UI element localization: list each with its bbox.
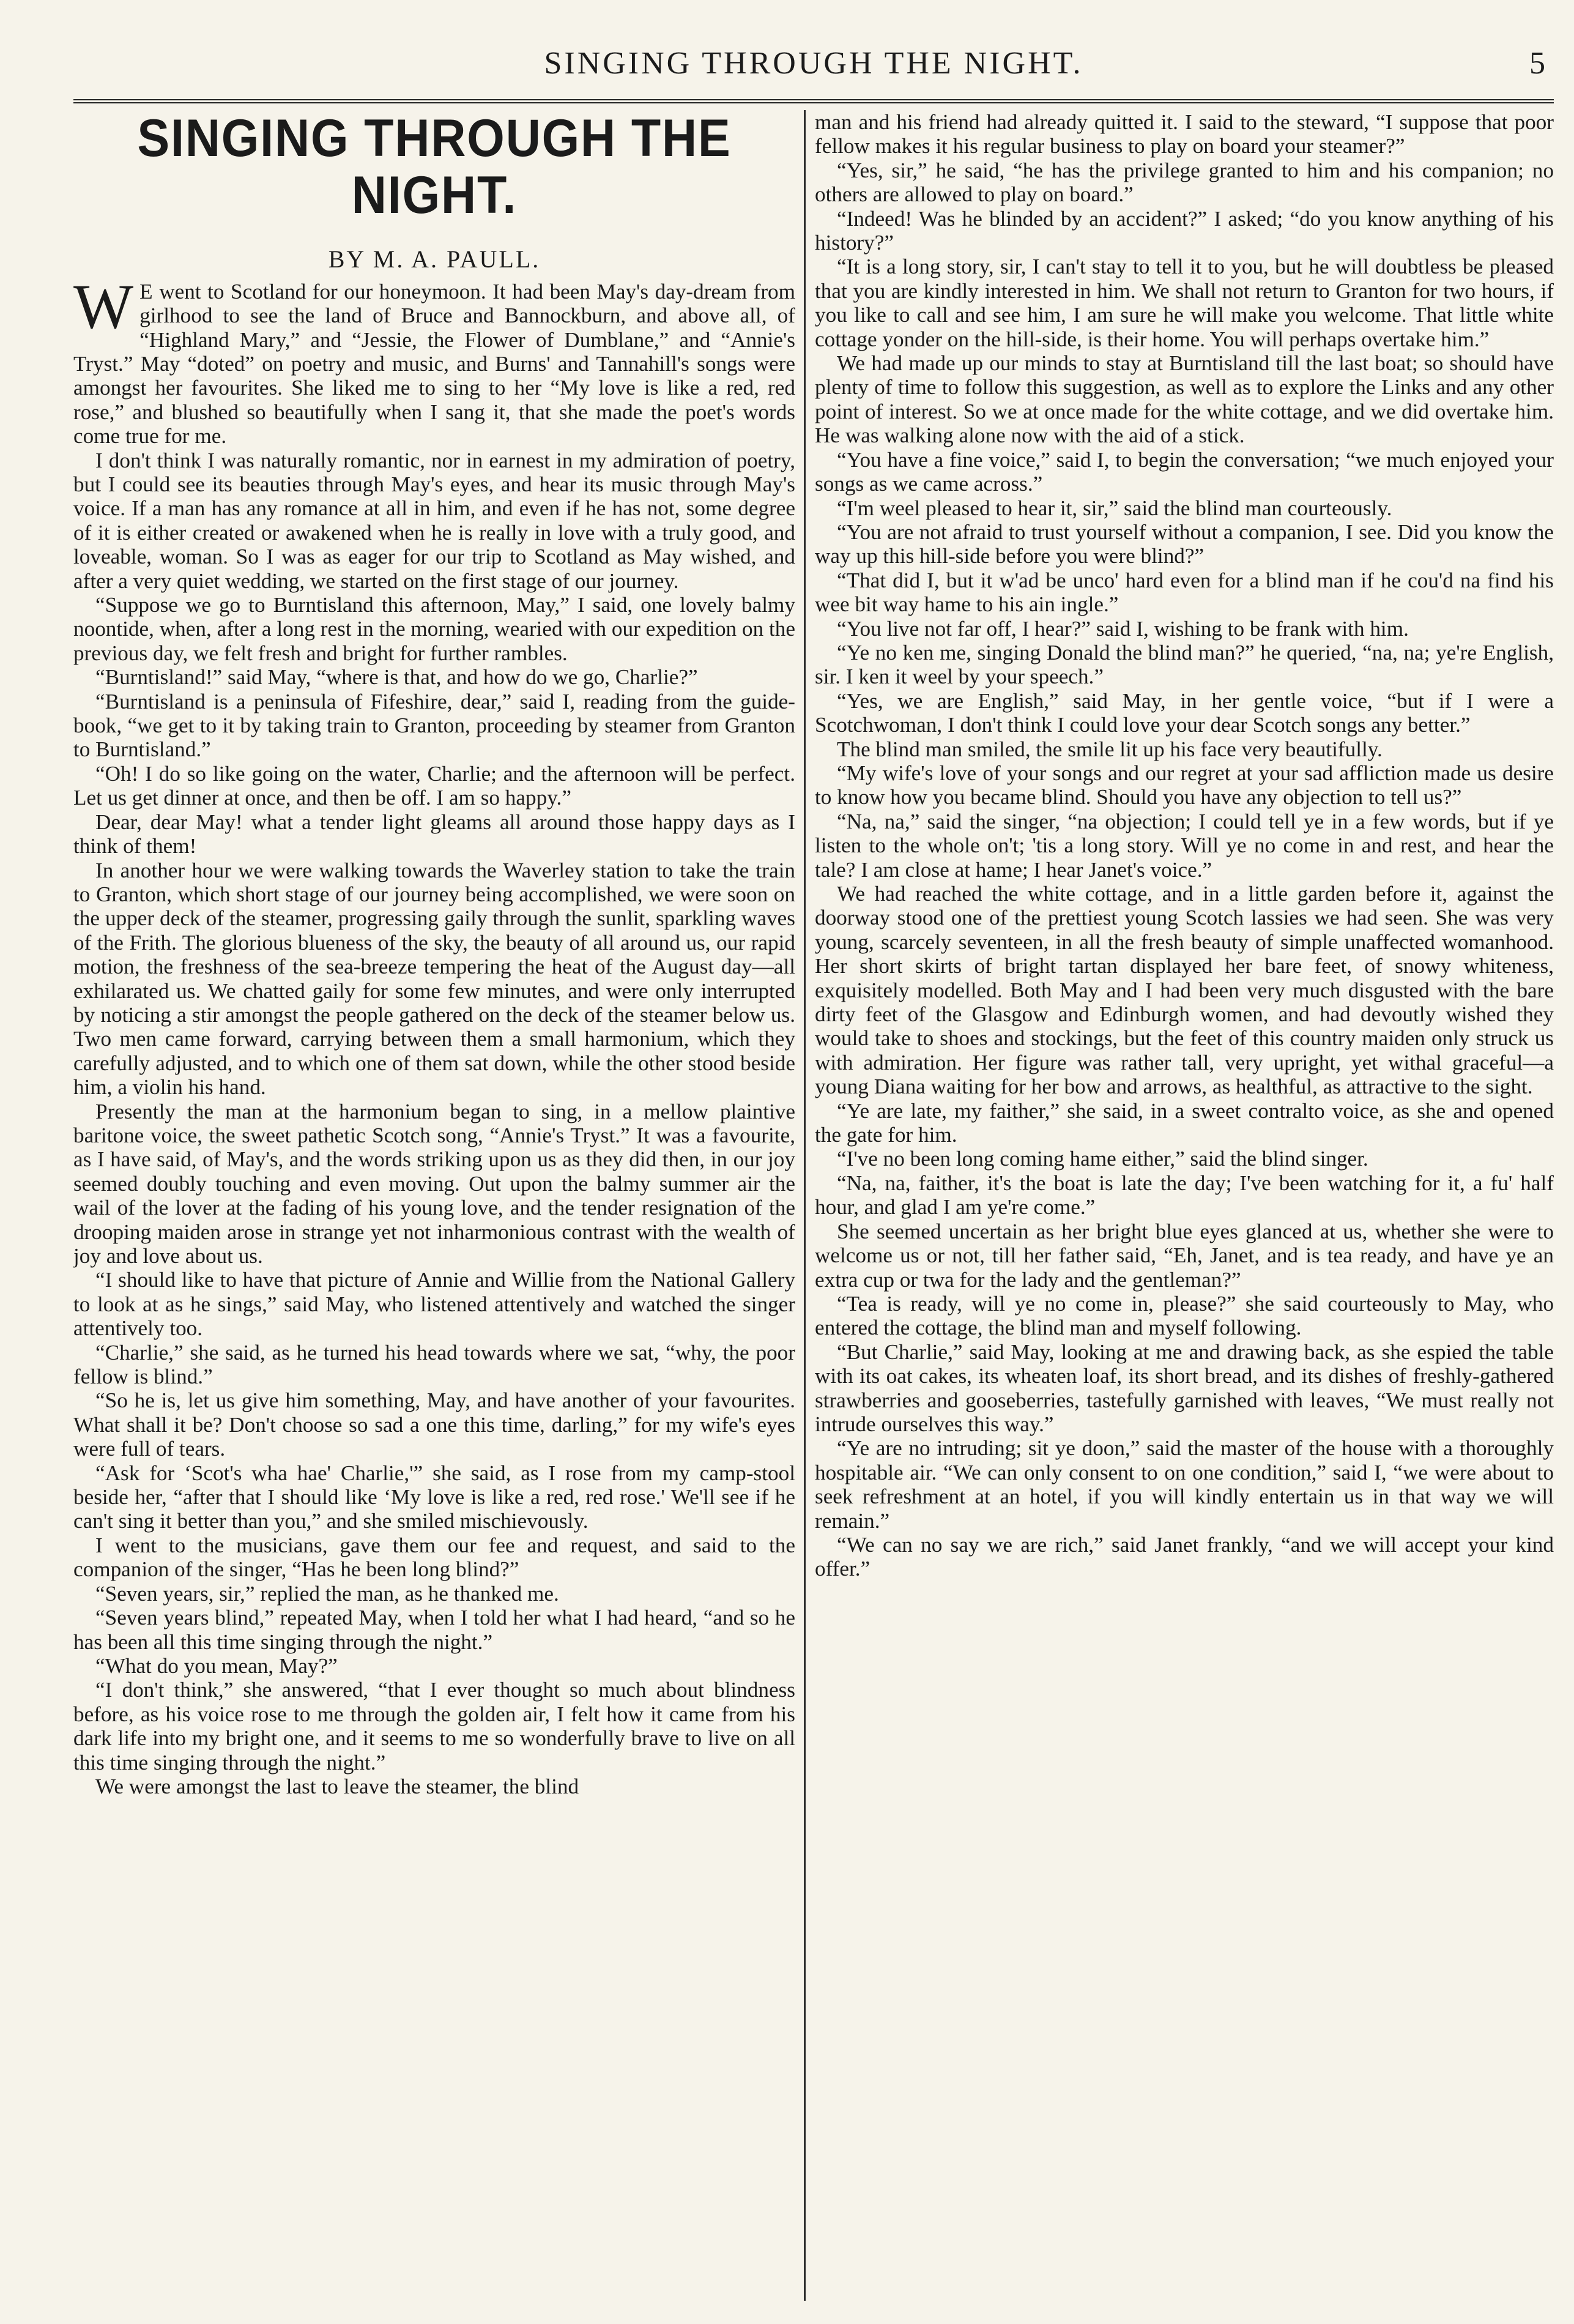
paragraph: “What do you mean, May?” [95, 1653, 338, 1678]
paragraph-text: E went to Scotland for our honeymoon. It had been May's day-dream from girlhood to see the land of Bruce and Bannockburn, and above all, of “Highland Mary,” and “Jessie, the Flower of Dumblane,” and “Annie's Tryst.” May “doted” on poetry and music, and Burns' and Tannahill's songs were amongst her favourites. She liked me to sing to her “My love is like a red, red rose,” and blushed so beautifully when I sang it, that she made the poet's words come true for me. [73, 279, 795, 449]
paragraph: Presently the man at the harmonium began to sing, in a mellow plaintive baritone voice, the sweet pathetic Scotch song, “Annie's Tryst.” It was a favourite, as I have said, of May's, and the words striking upon us as they did then, in our joy seemed doubly touching and even moving. Out upon the balmy summer air the wail of the lover at the fading of his young love, and the tender resignation of the drooping maiden arose in strange yet not inharmonious contrast with the wealth of joy and love about us. [73, 1099, 795, 1268]
paragraph: “Ask for ‘Scot's wha hae' Charlie,'” she said, as I rose from my camp-stool beside her, “after that I should like ‘My love is like a red, red rose.' We'll see if he can't sing it better than you,” and she smiled mischievously. [73, 1461, 795, 1533]
paragraph: We had reached the white cottage, and in a little garden before it, against the doorway stood one of the prettiest young Scotch lassies we had seen. She was very young, scarcely seventeen, in all the fresh beauty of simple unaffected womanhood. Her short skirts of bright tartan displayed her bare feet, of snowy whiteness, exquisitely modelled. Both May and I had been very much disgusted with the bare dirty feet of the Glasgow and Edinburgh women, and had devoutly wished they would take to shoes and stockings, but the feet of this country maiden only struck us with admiration. Her figure was rather tall, very upright, yet withal graceful—a young Diana waiting for her bow and arrows, as healthful, as attractive to the sight. [815, 882, 1554, 1099]
paragraph: “I'm weel pleased to hear it, sir,” said the blind man courteously. [837, 496, 1392, 520]
column-rule [804, 110, 806, 2301]
paragraph: We had made up our minds to stay at Burntisland till the last boat; so should have plenty of time to follow this suggestion, as well as to explore the Links and any other point of interest. So we at once made for the white cottage, and we did overtake him. He was walking alone now with the aid of a stick. [815, 351, 1554, 448]
paragraph: I went to the musicians, gave them our fee and request, and said to the companion of the singer, “Has he been long blind?” [73, 1533, 795, 1582]
running-title: SINGING THROUGH THE NIGHT. [544, 46, 1083, 81]
paragraph: I don't think I was naturally romantic, nor in earnest in my admiration of poetry, but I could see its beauties through May's eyes, and hear its music through May's voice. If a man has any romance at all in him, and even if he has not, some degree of it is either created or awakened when he is really in love with a truly good, and loveable, woman. So I was as eager for our trip to Scotland as May wished, and after a very quiet wedding, we started on the first stage of our journey. [73, 448, 795, 593]
paragraph: “Yes, sir,” he said, “he has the privilege granted to him and his companion; no others are allowed to play on board.” [815, 158, 1554, 207]
paragraph: “Oh! I do so like going on the water, Charlie; and the afternoon will be perfect. Let us get dinner at once, and then be off. I am so happy.” [73, 761, 795, 810]
paragraph: “I've no been long coming hame either,” said the blind singer. [837, 1147, 1368, 1171]
article-columns [73, 110, 1554, 2301]
paragraph: “Burntisland is a peninsula of Fifeshire, dear,” said I, reading from the guide-book, “we get to it by taking train to Granton, proceeding by steamer from Granton to Burntisland.” [73, 689, 795, 762]
paragraph: “Indeed! Was he blinded by an accident?” I asked; “do you know anything of his history?” [815, 206, 1554, 255]
article-title: SINGING THROUGH THE NIGHT. [137, 110, 732, 225]
paragraph: “I don't think,” she answered, “that I ever thought so much about blindness before, as his voice rose to me through the golden air, I felt how it came from his dark life into my bright one, and it seems to me so wonderfully brave to live on all this time singing through the night.” [73, 1678, 795, 1775]
paragraph: “Ye are late, my faither,” she said, in a sweet contralto voice, as she and opened the gate for him. [815, 1098, 1554, 1147]
paragraph: She seemed uncertain as her bright blue eyes glanced at us, whether she were to welcome us or not, till her father said, “Eh, Janet, and is tea ready, and have ye an extra cup or twa for the lady and the gentleman?” [815, 1219, 1554, 1292]
page-number: 5 [1529, 46, 1545, 81]
paragraph: “You have a fine voice,” said I, to begin the conversation; “we much enjoyed your songs as we came across.” [815, 447, 1554, 496]
paragraph: We were amongst the last to leave the steamer, the blind [95, 1774, 579, 1798]
paragraph: “Ye are no intruding; sit ye doon,” said the master of the house with a thoroughly hospitable air. “We can only consent to on one condition,” said I, “we were about to seek refreshment at an hotel, if you will kindly entertain us in that way we will remain.” [815, 1436, 1554, 1533]
paragraph: “We can no say we are rich,” said Janet frankly, “and we will accept your kind offer.” [815, 1532, 1554, 1581]
paragraph: Dear, dear May! what a tender light gleams all around those happy days as I think of them! [73, 810, 795, 858]
paragraph: “Na, na, faither, it's the boat is late the day; I've been watching for it, a fu' half hour, and glad I am ye're come.” [815, 1171, 1554, 1220]
paragraph: “Ye no ken me, singing Donald the blind man?” he queried, “na, na; ye're English, sir. I ken it weel by your speech.” [815, 640, 1554, 689]
paragraph [73, 271, 795, 449]
paragraph: In another hour we were walking towards the Waverley station to take the train to Granton, which short stage of our journey being accomplished, we were soon on the upper deck of the steamer, progressing gaily through the sunlit, sparkling waves of the Frith. The glorious blueness of the sky, the beauty of all around us, our rapid motion, the freshness of the sea-breeze tempering the heat of the August day—all exhilarated us. We chatted gaily for some few minutes, and were only interrupted by noticing a stir amongst the people gathered on the deck of the steamer below us. Two men came forward, carrying between them a small harmonium, which they carefully adjusted, and to which one of them sat down, while the other stood beside him, a violin his hand. [73, 858, 795, 1100]
page [73, 43, 1554, 2301]
byline: BY M. A. PAULL. [328, 245, 541, 273]
paragraph: “Tea is ready, will ye no come in, please?” she said courteously to May, who entered the cottage, the blind man and myself following. [815, 1291, 1554, 1340]
paragraph: “That did I, but it w'ad be unco' hard even for a blind man if he cou'd na find his wee bit way hame to his ain ingle.” [815, 568, 1554, 617]
paragraph: “My wife's love of your songs and our regret at your sad affliction made us desire to know how you became blind. Should you have any objection to tell us?” [815, 761, 1554, 810]
paragraph: “So he is, let us give him something, May, and have another of your favourites. What shall it be? Don't choose so sad a one this time, darling,” for my wife's eyes were full of tears. [73, 1388, 795, 1461]
paragraph: man and his friend had already quitted it. I said to the steward, “I suppose that poor fellow makes it his regular business to play on board your steamer?” [815, 110, 1554, 158]
paragraph: “Burntisland!” said May, “where is that, and how do we go, Charlie?” [95, 665, 698, 690]
right-column [815, 110, 1554, 2301]
paragraph: “Seven years, sir,” replied the man, as he thanked me. [95, 1581, 559, 1606]
paragraph: “You are not afraid to trust yourself without a companion, I see. Did you know the way up this hill-side before you were blind?” [815, 520, 1554, 568]
paragraph: “Seven years blind,” repeated May, when I told her what I had heard, “and so he has been all this time singing through the night.” [73, 1606, 795, 1654]
paragraph: “Charlie,” she said, as he turned his head towards where we sat, “why, the poor fellow is blind.” [73, 1340, 795, 1389]
left-column [73, 110, 795, 2301]
paragraph: “You live not far off, I hear?” said I, wishing to be frank with him. [837, 616, 1409, 641]
running-header [73, 43, 1554, 103]
paragraph: “But Charlie,” said May, looking at me and drawing back, as she espied the table with its oat cakes, its wheaten loaf, its short bread, and its dishes of freshly-gathered strawberries and gooseberries, tastefully garnished with leaves, “We must really not intrude ourselves this way.” [815, 1339, 1554, 1436]
paragraph: “Na, na,” said the singer, “na objection; I could tell ye in a few words, but if ye listen to the whole on't; 'tis a long story. Will ye no come in and rest, and hear the tale? I am close at hame; I hear Janet's voice.” [815, 809, 1554, 882]
paragraph: “It is a long story, sir, I can't stay to tell it to you, but he will doubtless be pleased that you are kindly interested in him. We shall not return to Granton for two hours, if you like to call and see him, I am sure he will make you welcome. That little white cottage yonder on the hill-side, is their home. You will perhaps overtake him.” [815, 255, 1554, 351]
paragraph: “Suppose we go to Burntisland this afternoon, May,” I said, one lovely balmy noontide, when, after a long rest in the morning, wearied with our expedition on the previous day, we felt fresh and bright for further rambles. [73, 593, 795, 665]
drop-cap: W [73, 271, 134, 342]
paragraph: “I should like to have that picture of Annie and Willie from the National Gallery to look at as he sings,” said May, who listened attentively and watched the singer attentively too. [73, 1268, 795, 1341]
paragraph: The blind man smiled, the smile lit up his face very beautifully. [837, 737, 1383, 761]
paragraph: “Yes, we are English,” said May, in her gentle voice, “but if I were a Scotchwoman, I don't think I could love your dear Scotch songs any better.” [815, 688, 1554, 737]
